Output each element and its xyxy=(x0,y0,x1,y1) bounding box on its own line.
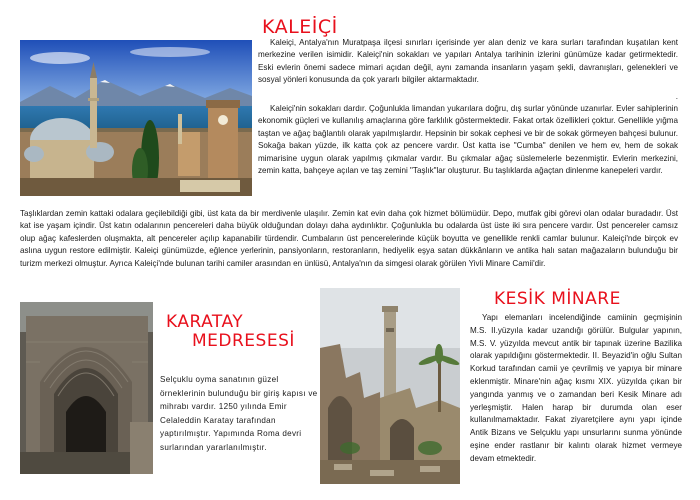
kaleici-harbor-photo xyxy=(20,40,252,196)
kesik-minare-photo xyxy=(320,288,460,484)
karatay-title-line2: MEDRESESİ xyxy=(192,331,295,351)
kaleici-paragraph-2: Kaleiçi'nin sokakları dardır. Çoğunlukla limandan yukarılara doğru, dış surlar yönünde uzanırlar. Evler sahiplerinin ekonomik güçleri ve kullanılış amaçlarına göre farklılık göstermektedir. Fakat ortak özellikleri çoktur. Genellikle yığma taştan ve ağaç bağlantılı olarak yapılmışlardır. Hepsinin bir sokak cephesi ve bir de sokak görmeyen bahçesi bulunur. Sokağa bakan yüzde, ilk katta çok az pencere vardır. Üst katta ise "Cumba" denilen ve hem ev, hem de sokak mimarisine uygun olarak yapılmış çıkmalar vardır. Bu çıkmalar ağaç süslemelerle bezenmiştir. Evlerin merkezini, zemin katta, bahçeye açılan ve taş zemini "Taşlık"lar oluşturur. Bu taşlıklarda ağaçtan dinlenme kanepeleri vardır. xyxy=(258,104,678,176)
kesik-minare-text: Yapı elemanları incelendiğinde camiinin geçmişinin M.S. II.yüzyıla kadar uzandığı görülür. Bulgular yapının, M.S. V. yüzyılda mevcut antik bir tapınak üzerine Bazilika olarak yapıldığını göstermektedir. II. Beyazid'in oğlu Sultan Korkud tarafından camii ye çevrilmiş ve yapıya bir minare eklenmiştir. Minare'nin ağaç kısmı XIX. yüzyılda çıkan bir yangında yanmış ve o zamandan beri Kesik Minare adı yerleşmiştir. Halen harap bir durumda olan eser kullanılmamaktadır. Fakat ziyaretçilere aynı yapı içinde Antik Bizans ve Selçuklu yapı unsurlarını sunma yönünde eşine ender rastlanır bir kalıntı olarak hizmet vermeye devam etmektedir. xyxy=(470,313,682,463)
kaleici-separator-dot: . xyxy=(675,92,678,101)
kaleici-title: KALEİÇİ xyxy=(262,16,338,38)
kesik-minare-title: KESİK MİNARE xyxy=(494,289,621,309)
karatay-medresesi-photo xyxy=(20,302,153,474)
kaleici-paragraph-1: Kaleiçi, Antalya'nın Muratpaşa ilçesi sınırları içerisinde yer alan deniz ve kara surları tarafından kuşatılan kent merkezine verilen isimidir. Kaleiçi'nin sokakları ve yapıları Antalya tarihinin izlerini günümüze kadar getirmektedir. Eski evlerin önemi sadece mimari açıdan değil, aynı zamanda insanların yaşam şekli, davranışları, gelenekleri ve sosyal yönleri konusunda da çok yararlı bilgiler aktarmaktadır. xyxy=(258,38,678,85)
karatay-text: Selçuklu oyma sanatının güzel örneklerinin bulunduğu bir giriş kapısı ve mihrabı vardır. 1250 yılında Emir Celaleddin Karatay tarafından yaptırılmıştır. Yapımında Roma devri surlarından yararlanılmıştır. xyxy=(160,375,318,452)
kaleici-paragraph-3: Taşlıklardan zemin kattaki odalara geçilebildiği gibi, üst kata da bir merdivenle ulaşılır. Zemin kat evin daha çok hizmet bölümüdür. Depo, mutfak gibi görevi olan odalar buradadır. Üst kat ise yaşam içindir. Üst katın odalarının pencereleri daha büyük olduğundan dolayı daha aydınlıktır. Çoğunlukla bu odalarda üst üste iki sıra pencere vardır. Üst pencereler camsız olup ağaç kafeslerden oluşmakta, alt pencereler açılıp kapanabilir türdendir. Cumbaların üst pencerelerinde küçük boyutta ve genellikle renkli camlar bulunur. Kaleiçi'nde birçok ev aslına uygun restore edilmiştir. Kaleiçi günümüzde, eğlence yerlerinin, pansiyonların, restoranların, hediyelik eşya satan dükkânların ve antika halı satan mağazaların bulunduğu bir turizm merkezi olmuştur. Ayrıca Kaleiçi'nde bulunan tarihi camiler arasından en ünlüsü, Antalya'nın da simgesi olarak görülen Yivli Minare Camii'dir. xyxy=(20,209,678,268)
karatay-title-line1: KARATAY xyxy=(166,312,244,332)
